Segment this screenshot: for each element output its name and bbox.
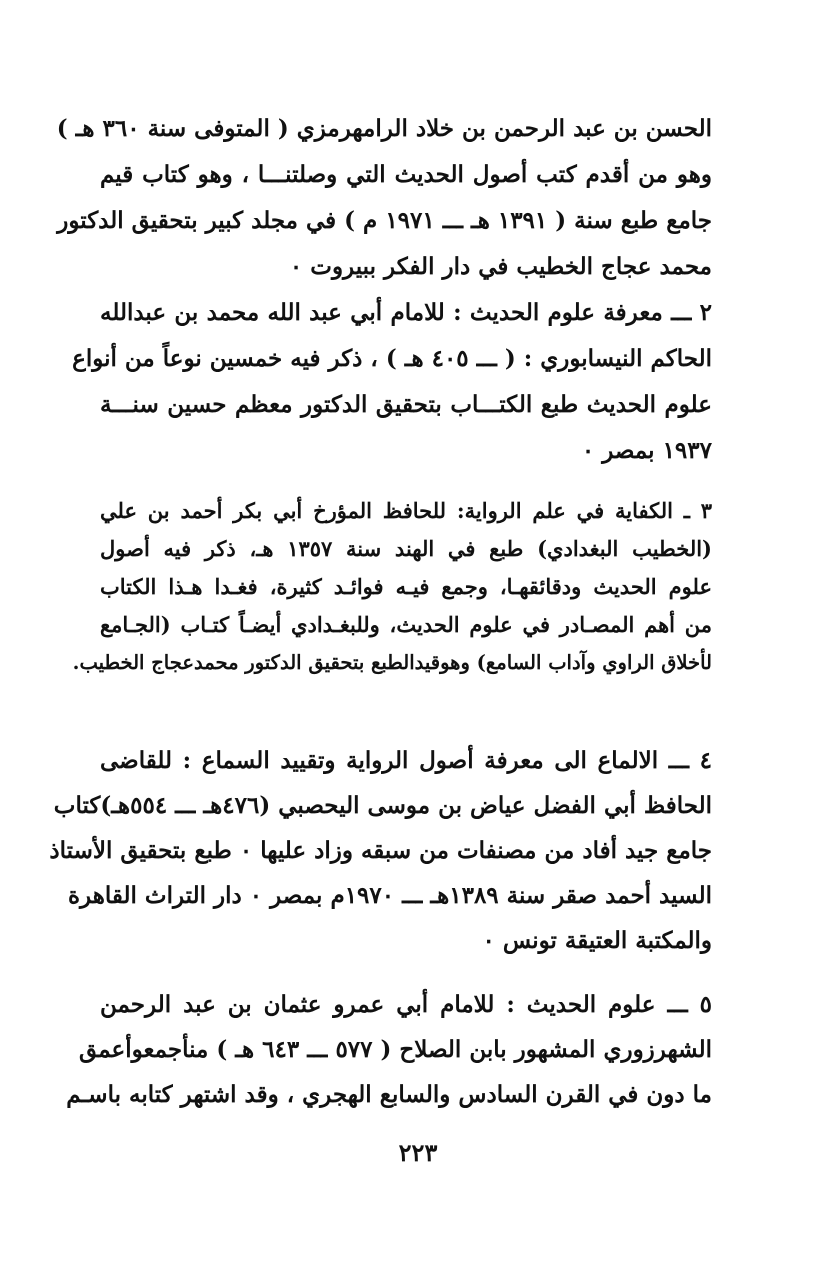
paragraph-1: [56, 106, 712, 290]
text-line: الحافظ أبي الفضل عياض بن موسى اليحصبي (٤٧٦هـ ـــ ٥٥٤هـ)كتاب: [53, 792, 712, 819]
paragraph-3: [72, 492, 712, 682]
paragraph-2: [72, 290, 712, 474]
text-line: علوم الحديث ودقائقهـا، وجمع فيـه فوائـد كثيرة، فغـدا هـذا الكتاب: [100, 574, 712, 599]
text-line: محمد عجاج الخطيب في دار الفكر ببيروت ٠: [289, 253, 712, 280]
text-line: جامع طبع سنة ( ١٣٩١ هـ ـــ ١٩٧١ م ) في مجلد كبير بتحقيق الدكتور: [57, 207, 712, 234]
text-line: والمكتبة العتيقة تونس ٠: [482, 927, 712, 954]
text-line: وهو من أقدم كتب أصول الحديث التي وصلتنـــا ، وهو كتاب قيم: [100, 161, 712, 188]
text-line: ما دون في القرن السادس والسابع الهجري ، وقد اشتهر كتابه باسـم: [66, 1081, 712, 1108]
text-line: جامع جيد أفاد من مصنفات من سبقه وزاد عليها ٠ طبع بتحقيق الأستاذ: [49, 837, 712, 864]
text-line: من أهم المصـادر في علوم الحديث، وللبغـدادي أيضـاً كتـاب (الجـامع: [100, 612, 712, 637]
text-line: لأخلاق الراوي وآداب السامع) وهوقيدالطبع بتحقيق الدكتور محمدعجاج الخطيب.: [72, 651, 712, 674]
paragraph-5: [66, 982, 712, 1117]
text-line: الحاكم النيسابوري : ( ـــ ٤٠٥ هـ ) ، ذكر فيه خمسين نوعاً من أنواع: [72, 345, 712, 372]
text-line: ١٩٣٧ بمصر ٠: [581, 437, 712, 464]
text-line: ٤ ـــ الالماع الى معرفة أصول الرواية وتقييد السماع : للقاضى: [100, 747, 712, 774]
text-line: ٢ ـــ معرفة علوم الحديث : للامام أبي عبد الله محمد بن عبدالله: [100, 299, 712, 326]
text-line: السيد أحمد صقر سنة ١٣٨٩هـ ـــ ١٩٧٠م بمصر ٠ دار التراث القاهرة: [68, 882, 712, 909]
text-line: الشهرزوري المشهور بابن الصلاح ( ٥٧٧ ـــ ٦٤٣ هـ ) منأجمعوأعمق: [79, 1036, 712, 1063]
text-line: ٣ ـ الكفاية في علم الرواية: للحافظ المؤرخ أبي بكر أحمد بن علي: [100, 498, 712, 523]
paragraph-4: [49, 738, 712, 963]
text-line: (الخطيب البغدادي) طبع في الهند سنة ١٣٥٧ هـ، ذكر فيه أصول: [100, 536, 712, 561]
text-line: علوم الحديث طبع الكتـــاب بتحقيق الدكتور معظم حسين سنـــة: [100, 391, 712, 418]
text-line: الحسن بن عبد الرحمن بن خلاد الرامهرمزي ( المتوفى سنة ٣٦٠ هـ ): [56, 115, 712, 142]
page-number: ٢٢٣: [398, 1138, 438, 1167]
text-line: ٥ ـــ علوم الحديث : للامام أبي عمرو عثمان بن عبد الرحمن: [100, 991, 712, 1018]
